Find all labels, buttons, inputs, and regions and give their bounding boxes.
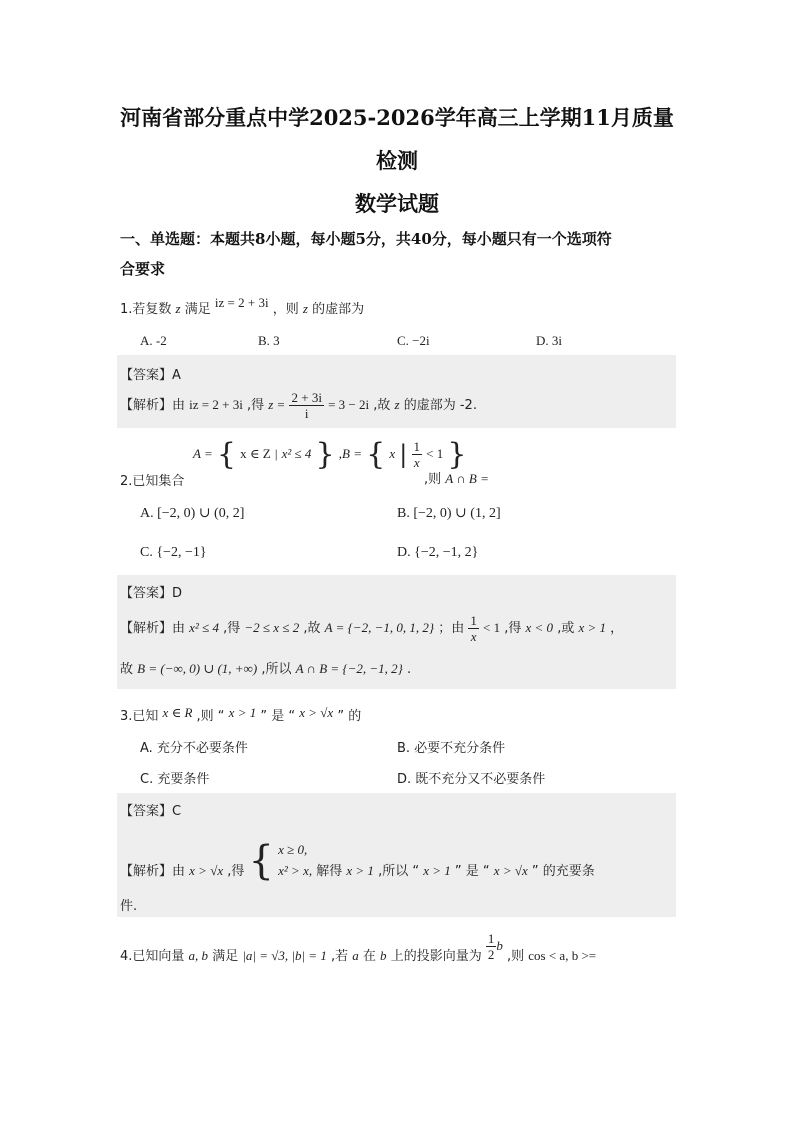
question-1-stem: 1.若复数 z 满足 iz = 2 + 3i ，则 z 的虚部为 [120, 295, 365, 317]
q3-analysis-line2: 件. [120, 899, 138, 914]
q3-answer: 【答案】C [120, 804, 182, 819]
q1-answer: 【答案】A [120, 368, 181, 383]
subject-title: 数学试题 [355, 191, 439, 216]
q3-option-a: A. 充分不必要条件 [140, 741, 248, 756]
q2-analysis-fraction: $\frac{1}{x}$ [470, 613, 477, 644]
q3-system: x ≥ 0, x² > x, [278, 842, 313, 878]
q3-analysis-line1: 【解析】由 x > √x ,得 { x ≥ 0, x² > x, 解得 x > 1 ,所以 “ x > 1 ” 是 “ x > √x ” 的充要条 [120, 838, 595, 884]
q1-analysis: 【解析】由 iz = 2 + 3i ,得 z = $\frac{2 + 3i}{i}$ = 3 − 2i ,故 z 的虚部为 -2. [120, 390, 477, 421]
section-heading-line2: 合要求 [120, 260, 166, 278]
q1-option-d: D. 3i [536, 333, 562, 348]
q2-option-b: B. [−2, 0) ∪ (1, 2] [397, 506, 501, 521]
q1-option-c: C. −2i [397, 333, 430, 348]
q4-fraction: $\frac{1}{2}$ [487, 931, 495, 962]
q3-option-c: C. 充要条件 [140, 772, 210, 787]
q1-fraction: $\frac{2 + 3i}{i}$ [291, 390, 322, 421]
q3-option-b: B. 必要不充分条件 [397, 741, 506, 756]
q2-option-c: C. {−2, −1} [140, 545, 207, 560]
q2-ask: ,则 A ∩ B = [424, 471, 489, 487]
page-title-line1: 河南省部分重点中学2025-2026学年高三上学期11月质量 [120, 105, 674, 130]
page-title-line2: 检测 [376, 148, 418, 173]
q2-option-d: D. {−2, −1, 2} [397, 545, 479, 560]
q2-sets: A = { x ∈ Z | x² ≤ 4 } ,B = { x | $\frac{1}{x}$ < 1 } [193, 437, 467, 472]
section-heading-line1: 一、单选题：本题共8小题，每小题5分，共40分，每小题只有一个选项符 [120, 230, 612, 248]
question-3-stem: 3.已知 x ∈ R ,则 “ x > 1 ” 是 “ x > √x ” 的 [120, 705, 362, 724]
q3-option-d: D. 既不充分又不必要条件 [397, 772, 546, 787]
q2-analysis-line1: 【解析】由 x² ≤ 4 ,得 −2 ≤ x ≤ 2 ,故 A = {−2, −1, 0, 1, 2} ；由 $\frac{1}{x}$ < 1 ,得 x < 0 ,或 x > 1 ， [120, 613, 624, 644]
question-4-stem: 4.已知向量 a, b 满足 |a| = √3, |b| = 1 ,若 a 在 b 上的投影向量为 $\frac{1}{2}$ b ,则 cos < a, b >= [120, 931, 597, 964]
q2-analysis-line2: 故 B = (−∞, 0) ∪ (1, +∞) ,所以 A ∩ B = {−2, −1, 2} . [120, 661, 412, 677]
q2-answer: 【答案】D [120, 586, 183, 601]
q2-set-fraction: $\frac{1}{x}$ [413, 439, 421, 470]
q1-option-a: A. -2 [140, 333, 167, 348]
q2-option-a: A. [−2, 0) ∪ (0, 2] [140, 506, 245, 521]
q1-option-b: B. 3 [258, 333, 280, 348]
q2-stem: 2.已知集合 [120, 474, 185, 489]
